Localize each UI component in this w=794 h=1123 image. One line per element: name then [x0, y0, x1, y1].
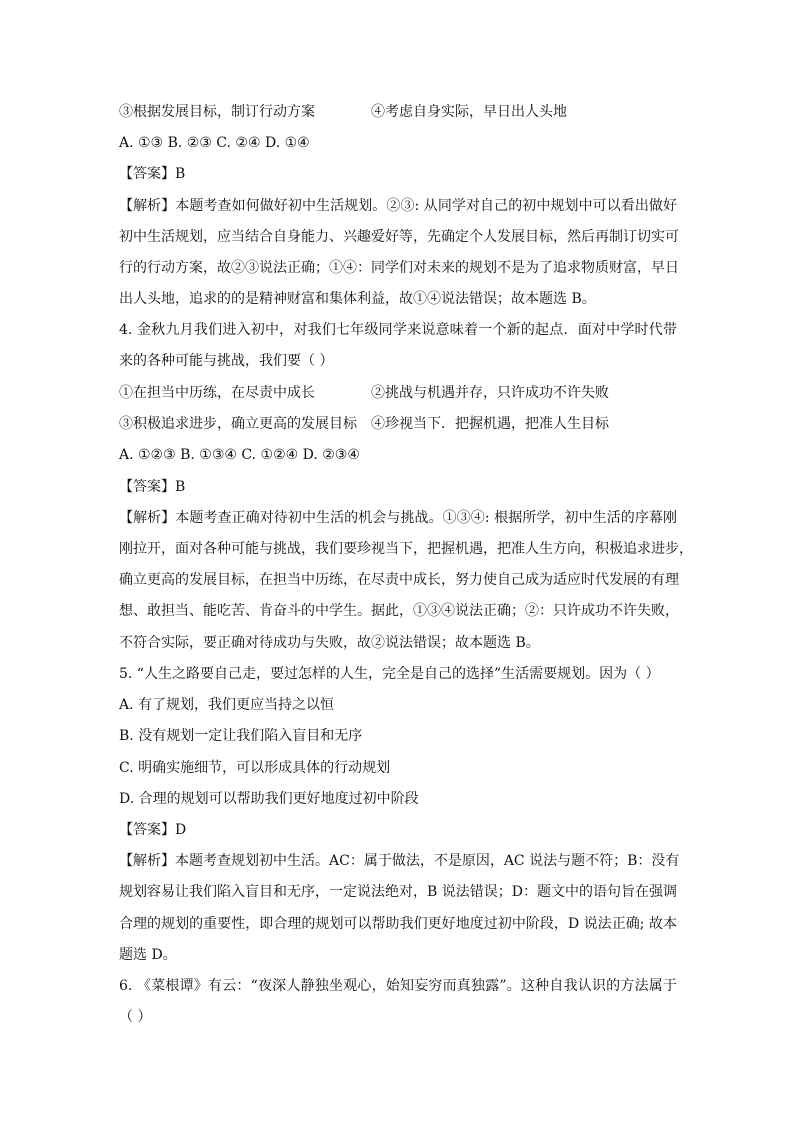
q5-stem: 5. “人生之路要自己走，要过怎样的人生，完全是自己的选择”生活需要规划。因为（ ） — [119, 666, 660, 682]
q4-answer: 【答案】B — [119, 479, 186, 495]
q3-choices: A. ①③ B. ②③ C. ②④ D. ①④ — [119, 135, 310, 151]
q4-analysis-line-4: 想、敢担当、能吃苦、肯奋斗的中学生。据此，①③④说法正确；②：只许成功不许失败， — [119, 603, 679, 619]
q3-analysis-line-1: 【解析】本题考查如何做好初中生活规划。②③: 从同学对自己的初中规划中可以看出做好 — [119, 198, 677, 214]
q4-option-2: ②挑战与机遇并存，只许成功不许失败 — [371, 385, 609, 401]
q4-option-1: ①在担当中历练，在尽责中成长 — [119, 385, 315, 401]
q5-answer: 【答案】D — [119, 822, 187, 838]
q4-analysis-line-2: 刚拉开，面对各种可能与挑战，我们要珍视当下，把握机遇，把准人生方向，积极追求进步， — [119, 541, 693, 557]
q3-analysis-line-3: 行的行动方案，故②③说法正确；①④：同学们对未来的规划不是为了追求物质财富，早日 — [119, 260, 679, 276]
q4-analysis-line-5: 不符合实际，要正确对待成功与失败，故②说法错误；故本题选 B。 — [119, 635, 540, 651]
q3-analysis-line-2: 初中生活规划，应当结合自身能力、兴趣爱好等，先确定个人发展目标，然后再制订切实可 — [119, 229, 679, 245]
q5-option-d: D. 合理的规划可以帮助我们更好地度过初中阶段 — [119, 791, 419, 807]
q5-option-b: B. 没有规划一定让我们陷入盲目和无序 — [119, 728, 363, 744]
q4-analysis-line-1: 【解析】本题考查正确对待初中生活的机会与挑战。①③④: 根据所学，初中生活的序幕刚 — [119, 510, 677, 526]
q3-analysis-line-4: 出人头地，追求的的是精神财富和集体利益，故①④说法错误；故本题选 B。 — [119, 291, 596, 307]
q4-options-row-2 — [119, 415, 609, 433]
q5-analysis-line-3: 合理的规划的重要性，即合理的规划可以帮助我们更好地度过初中阶段，D 说法正确; 故本 — [119, 916, 677, 932]
q5-analysis-line-2: 规划容易让我们陷入盲目和无序，一定说法绝对，B 说法错误；D：题文中的语句旨在强调 — [119, 884, 677, 900]
q4-option-3: ③积极追求进步，确立更高的发展目标 — [119, 416, 357, 432]
q3-option-3: ③根据发展目标，制订行动方案 — [119, 104, 315, 120]
q5-analysis-line-4: 题选 D。 — [119, 947, 177, 963]
q6-stem-line-2: （ ） — [119, 1009, 152, 1025]
q3-option-4: ④考虑自身实际，早日出人头地 — [371, 104, 567, 120]
q4-stem-line-1: 4. 金秋九月我们进入初中，对我们七年级同学来说意味着一个新的起点．面对中学时代带 — [119, 322, 677, 338]
q4-option-4: ④珍视当下．把握机遇，把准人生目标 — [371, 416, 609, 432]
q3-options-row-2 — [119, 103, 567, 121]
q4-stem-line-2: 来的各种可能与挑战，我们要（ ） — [119, 353, 334, 369]
q4-options-row-1 — [119, 384, 609, 402]
q5-analysis-line-1: 【解析】本题考查规划初中生活。AC：属于做法，不是原因，AC 说法与题不符；B：没有 — [119, 853, 680, 869]
q6-stem-line-1: 6. 《菜根谭》有云：“夜深人静独坐观心，始知妄穷而真独露”。这种自我认识的方法属于 — [119, 978, 677, 994]
q5-option-c: C. 明确实施细节，可以形成具体的行动规划 — [119, 760, 391, 776]
q5-option-a: A. 有了规划，我们更应当持之以恒 — [119, 697, 335, 713]
q4-choices: A. ①②③ B. ①③④ C. ①②④ D. ②③④ — [119, 447, 360, 463]
q4-analysis-line-3: 确立更高的发展目标，在担当中历练，在尽责中成长，努力使自己成为适应时代发展的有理 — [119, 572, 679, 588]
q3-answer: 【答案】B — [119, 166, 186, 182]
